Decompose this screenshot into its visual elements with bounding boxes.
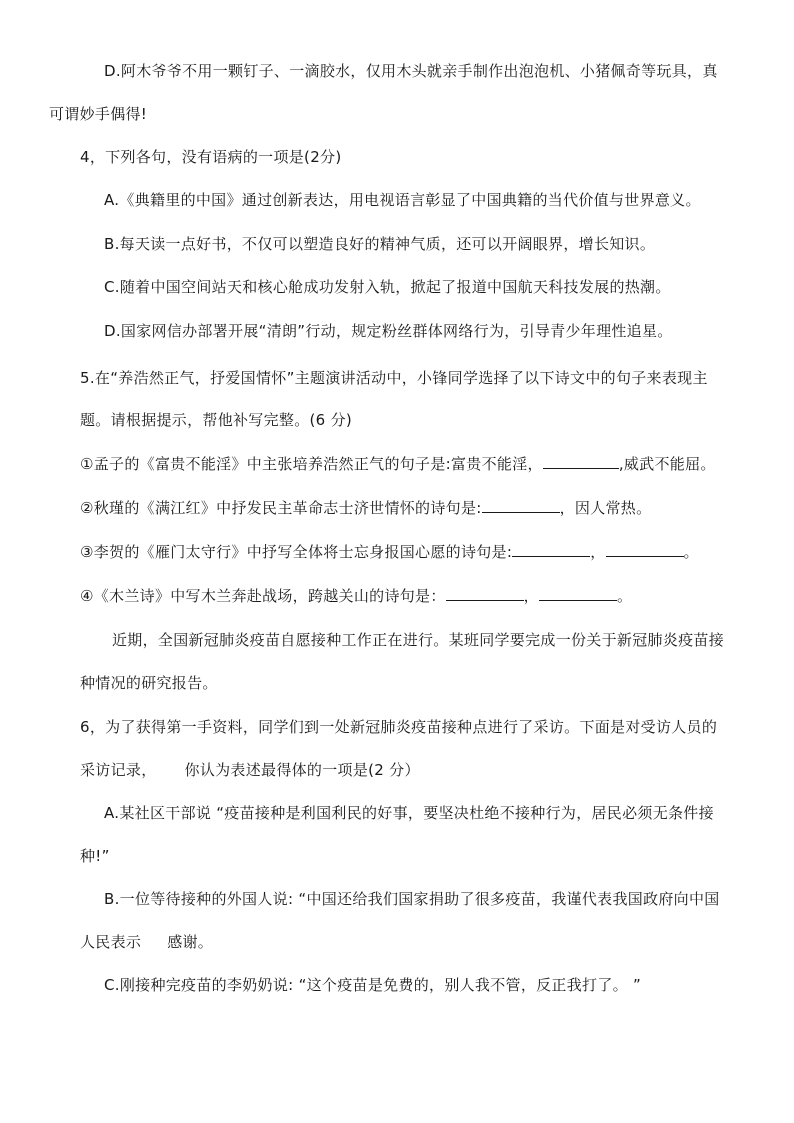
q3-option-d-line1: D.阿木爷爷不用一颗钉子、一滴胶水，仅用木头就亲手制作出泡泡机、小猪佩奇等玩具，真 [104, 62, 718, 80]
q5-item3-sep: ， [590, 543, 606, 561]
q4-option-c: C.随着中国空间站天和核心舱成功发射入轨，掀起了报道中国航天科技发展的热潮。 [104, 278, 671, 296]
q4-stem: 4，下列各句，没有语病的一项是(2分) [80, 148, 342, 166]
q6-stem-part1: 采访记录， [80, 761, 157, 779]
q4-option-b: B.每天读一点好书，不仅可以塑造良好的精神气质，还可以开阔眼界，增长知识。 [104, 235, 656, 253]
q5-item4-tail: 。 [616, 587, 633, 605]
q6-option-b-line2 [80, 931, 213, 953]
q5-item3-tail: 。 [683, 543, 699, 561]
q5-item4-text: ④《木兰诗》中写木兰奔赴战场，跨越关山的诗句是： [80, 587, 446, 605]
q5-stem-line1: 5.在“养浩然正气，抒爱国情怀”主题演讲活动中，小锋同学选择了以下诗文中的句子来表现主 [80, 369, 708, 387]
q6-option-a-line2: 种!” [80, 847, 110, 865]
answer-blank[interactable] [543, 454, 619, 469]
q6-option-b-part1: 人民表示 [80, 933, 142, 951]
q5-item2-tail: ，因人常热。 [559, 499, 652, 517]
q6-stem-line1: 6，为了获得第一手资料，同学们到一处新冠肺炎疫苗接种点进行了采访。下面是对受访人员的 [80, 718, 718, 736]
q4-option-a: A.《典籍里的中国》通过创新表达，用电视语言彰显了中国典籍的当代价值与世界意义。 [104, 191, 701, 209]
q4-option-d: D.国家网信办部署开展“清朗”行动，规定粉丝群体网络行为，引导青少年理性追星。 [104, 322, 673, 340]
q5-item4-sep: ， [523, 587, 539, 605]
answer-blank[interactable] [512, 542, 590, 557]
answer-blank[interactable] [539, 586, 617, 601]
q5-item-1 [80, 453, 716, 475]
context-line1: 近期，全国新冠肺炎疫苗自愿接种工作正在进行。某班同学要完成一份关于新冠肺炎疫苗接 [112, 631, 725, 649]
q6-stem-line2 [80, 759, 420, 781]
q6-stem-part2: 你认为表述最得体的一项是(2 分） [184, 761, 420, 779]
q5-stem-line2: 题。请根据提示，帮他补写完整。(6 分) [80, 411, 353, 429]
q5-item-4 [80, 585, 632, 607]
q5-item2-text: ②秋瑾的《满江红》中抒发民主革命志士济世情怀的诗句是: [80, 499, 482, 517]
q5-item-3 [80, 541, 699, 563]
q5-item1-text: ①孟子的《富贵不能淫》中主张培养浩然正气的句子是:富贵不能淫， [80, 455, 543, 473]
q5-item3-text: ③李贺的《雁门太守行》中抒写全体将士忘身报国心愿的诗句是: [80, 543, 513, 561]
answer-blank[interactable] [482, 498, 560, 513]
q5-item-2 [80, 497, 651, 519]
q6-option-a-line1: A.某社区干部说 “疫苗接种是利国利民的好事，要坚决杜绝不接种行为，居民必须无条件接 [104, 804, 714, 822]
answer-blank[interactable] [606, 542, 684, 557]
q3-option-d-line2: 可谓妙手偶得! [49, 105, 148, 123]
q6-option-b-line1: B.一位等待接种的外国人说: “中国还给我们国家捐助了很多疫苗，我谨代表我国政府向中国 [104, 890, 720, 908]
q5-item1-tail: ,威武不能屈。 [618, 455, 716, 473]
q6-option-b-part2: 感谢。 [167, 933, 214, 951]
context-line2: 种情况的研究报告。 [80, 674, 218, 692]
answer-blank[interactable] [446, 586, 524, 601]
q6-option-c: C.刚接种完疫苗的李奶奶说: “这个疫苗是免费的，别人我不管，反正我打了。 ” [104, 976, 642, 994]
